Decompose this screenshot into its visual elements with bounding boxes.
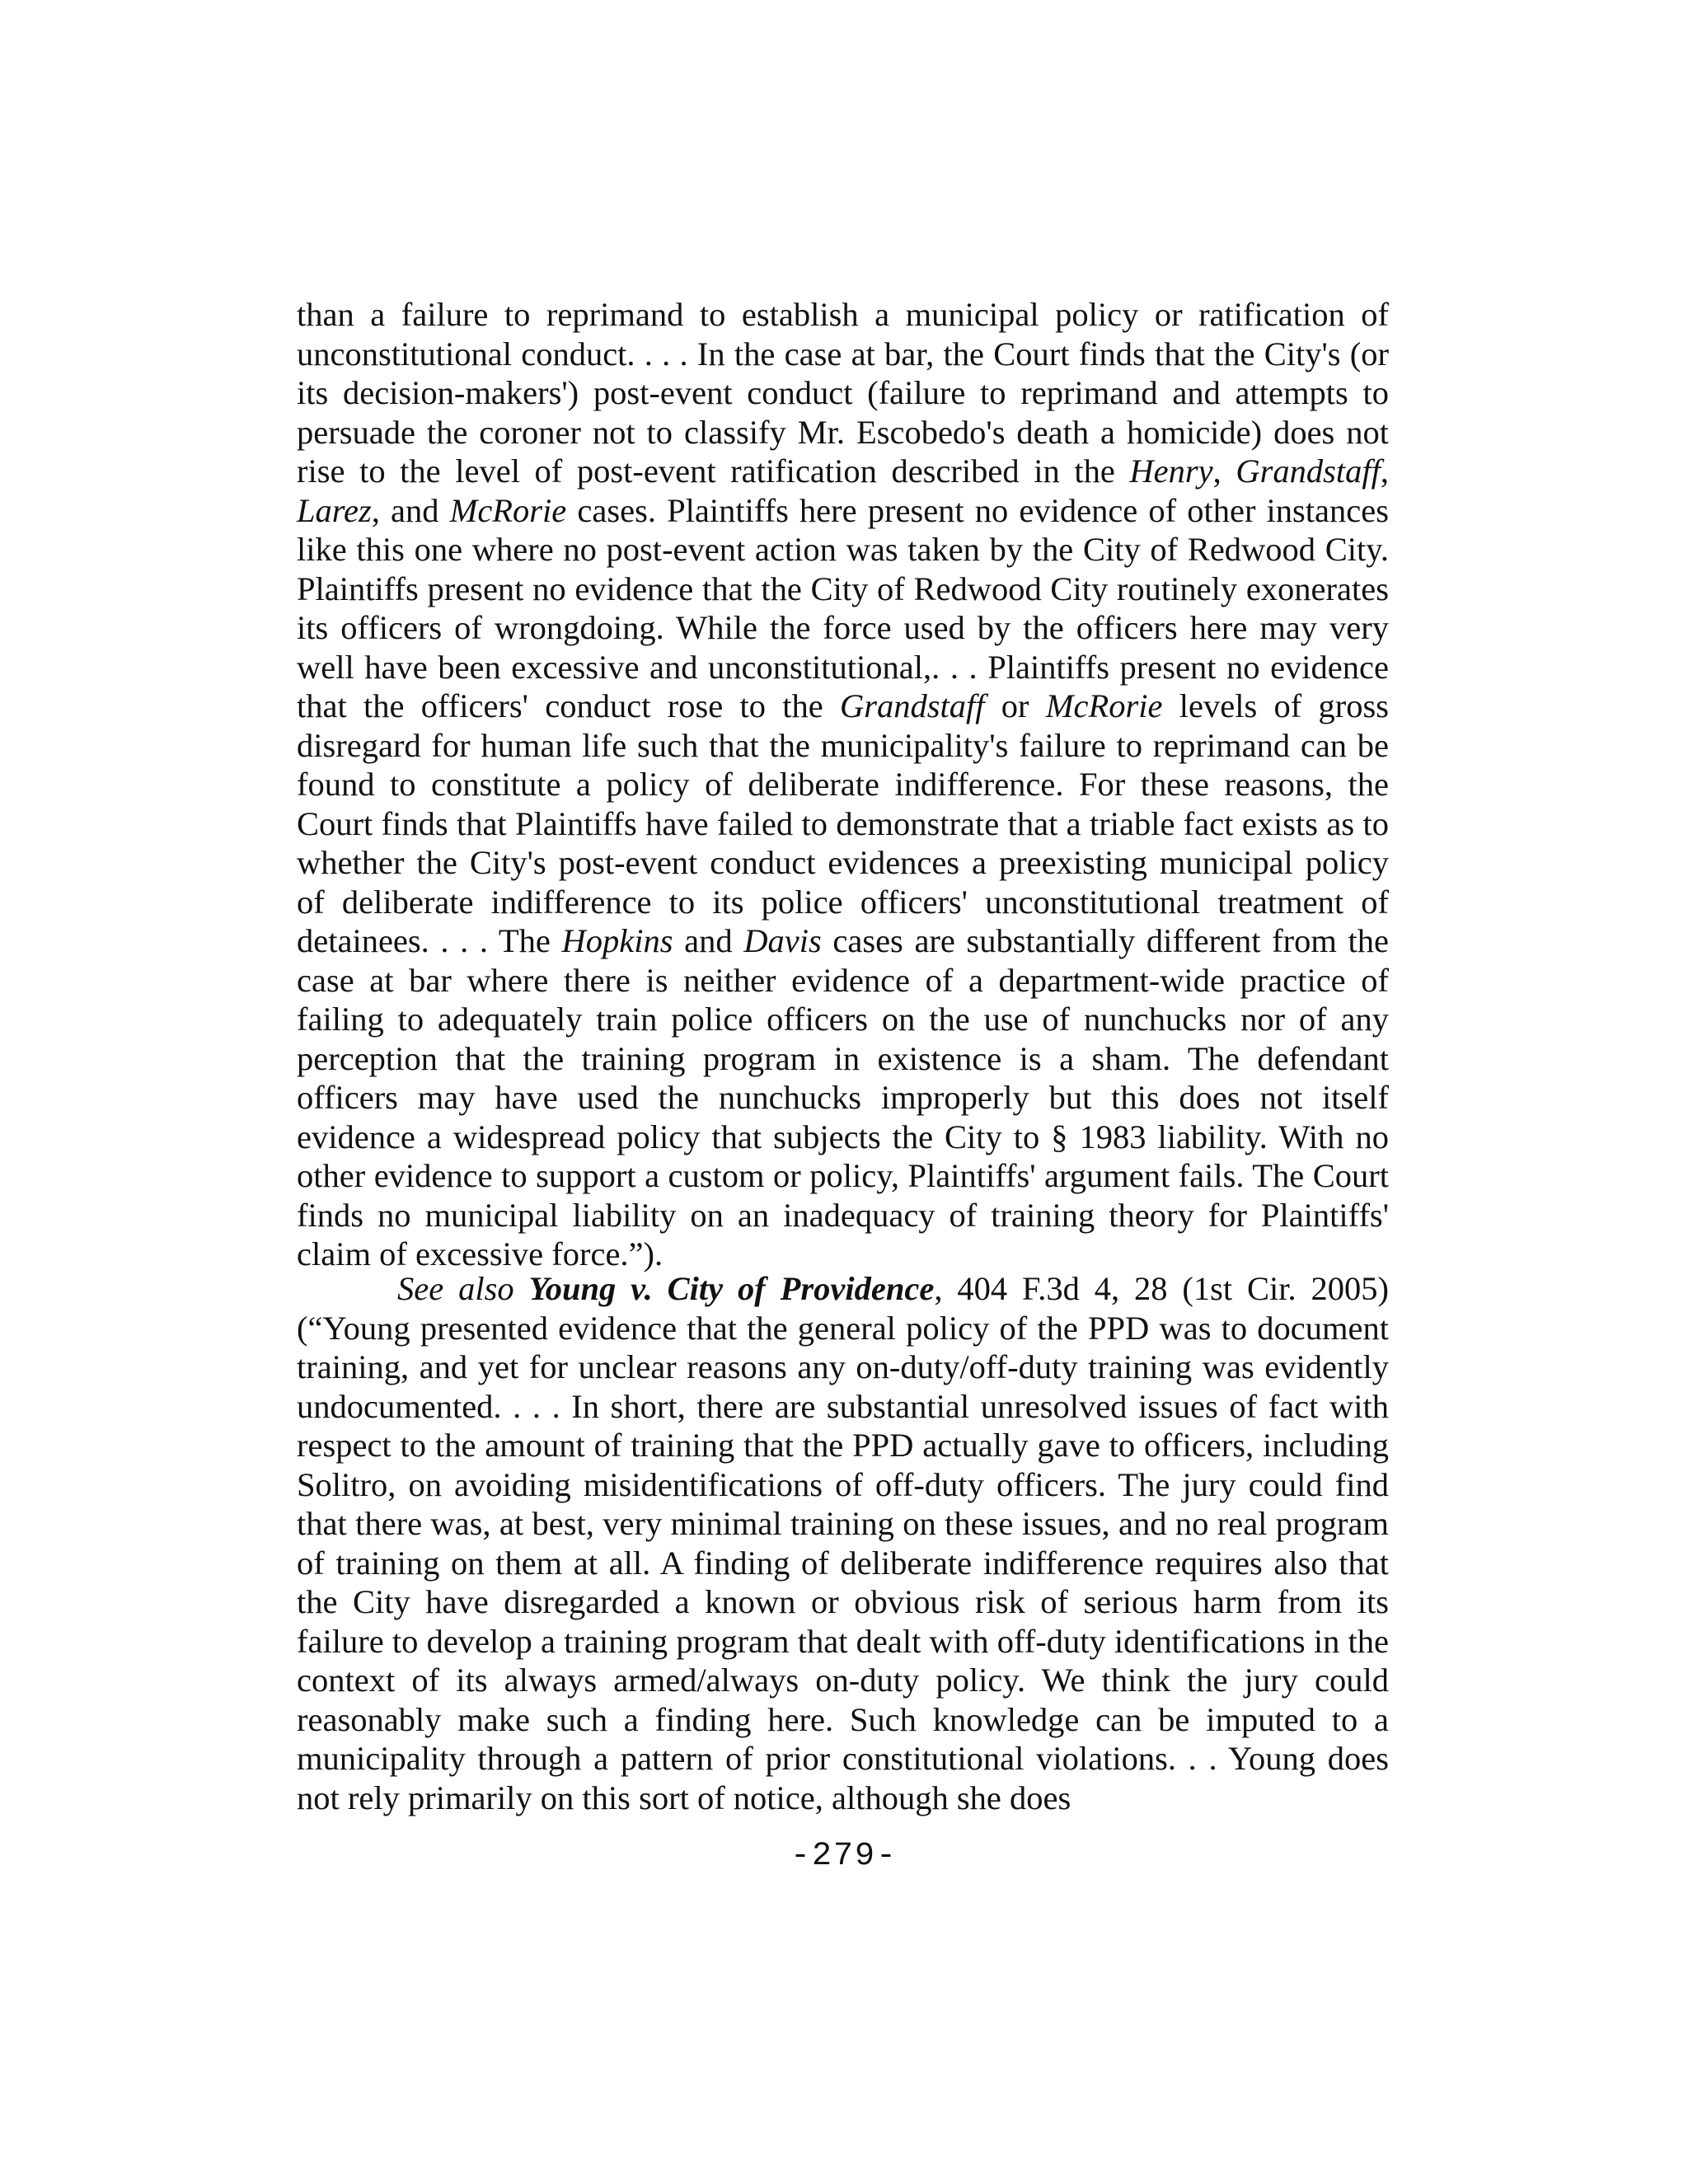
case-name-grandstaff: Grandstaff (839, 687, 985, 724)
page-number: -279- (790, 1838, 898, 1875)
paragraph-text: levels of gross disregard for human life such that the municipality's failure to reprimand can be found to constitute a policy of deliberate indifference. For these reasons, the Court finds that Plaintiffs have failed to demonstrate that a triable fact exists as to whether the City's post-event conduct evidences a preexisting municipal policy of deliberate indifference to its police officers' unconstitutional treatment of detainees. . . . The (297, 687, 1389, 959)
body-paragraph-2 (297, 1269, 1389, 1817)
paragraph-text: cases are substantially different from the case at bar where there is neither evidence of a department-wide practice of failing to adequately train police officers on the use of nunchucks nor of any perception that the training program in existence is a sham. The defendant officers may have used the nunchucks improperly but this does not itself evidence a widespread policy that subjects the City to § 1983 liability. With no other evidence to support a custom or policy, Plaintiffs' argument fails. The Court finds no municipal liability on an inadequacy of training theory for Plaintiffs' claim of excessive force.”). (297, 922, 1389, 1272)
paragraph-text: and (673, 922, 744, 959)
paragraph-text: than a failure to reprimand to establish a municipal policy or ratification of unconstitutional conduct. . . . In the case at bar, the Court finds that the City's (or its decision-makers') post-event conduct (failure to reprimand and attempts to persuade the coroner not to classify Mr. Escobedo's death a homicide) does not rise to the level of post-event ratification described in the (297, 296, 1389, 490)
case-name-davis: Davis (743, 922, 822, 959)
case-name-henry: Henry (1129, 452, 1213, 490)
case-name-hopkins: Hopkins (561, 922, 673, 959)
paragraph-text: , (1380, 452, 1389, 490)
paragraph-text: , (1212, 452, 1236, 490)
case-name-larez: Larez (297, 491, 372, 529)
paragraph-text: , and (371, 491, 450, 529)
case-name-grandstaff: Grandstaff (1236, 452, 1381, 490)
paragraph-text: cases. Plaintiffs here present no evidence of other instances like this one where no post-event action was taken by the City of Redwood City. Plaintiffs present no evidence that the City of Redwood City routinely exonerates its officers of wrongdoing. While the force used by the officers here may very well have been excessive and unconstitutional,. . . Plaintiffs present no evidence that the officers' conduct rose to the (297, 491, 1389, 724)
paragraph-text: , 404 F.3d 4, 28 (1st Cir. 2005) (“Young presented evidence that the general policy of the PPD was to document training, and yet for unclear reasons any on-duty/off-duty training was evidently undocumented. . . . In short, there are substantial unresolved issues of fact with respect to the amount of training that the PPD actually gave to officers, including Solitro, on avoiding misidentifications of off-duty officers. The jury could find that there was, at best, very minimal training on these issues, and no real program of training on them at all. A finding of deliberate indifference requires also that the City have disregarded a known or obvious risk of serious harm from its failure to develop a training program that dealt with off-duty identifications in the context of its always armed/always on-duty policy. We think the jury could reasonably make such a finding here. Such knowledge can be imputed to a municipality through a pattern of prior constitutional violations. . . Young does not rely primarily on this sort of notice, although she does (297, 1270, 1389, 1816)
body-paragraph-1 (297, 295, 1389, 1274)
case-name-young: Young v. City of Providence (528, 1270, 935, 1307)
case-name-mcrorie: McRorie (449, 491, 567, 529)
case-name-mcrorie: McRorie (1045, 687, 1163, 724)
citation-signal: See also (397, 1270, 514, 1307)
paragraph-text: or (984, 687, 1046, 724)
